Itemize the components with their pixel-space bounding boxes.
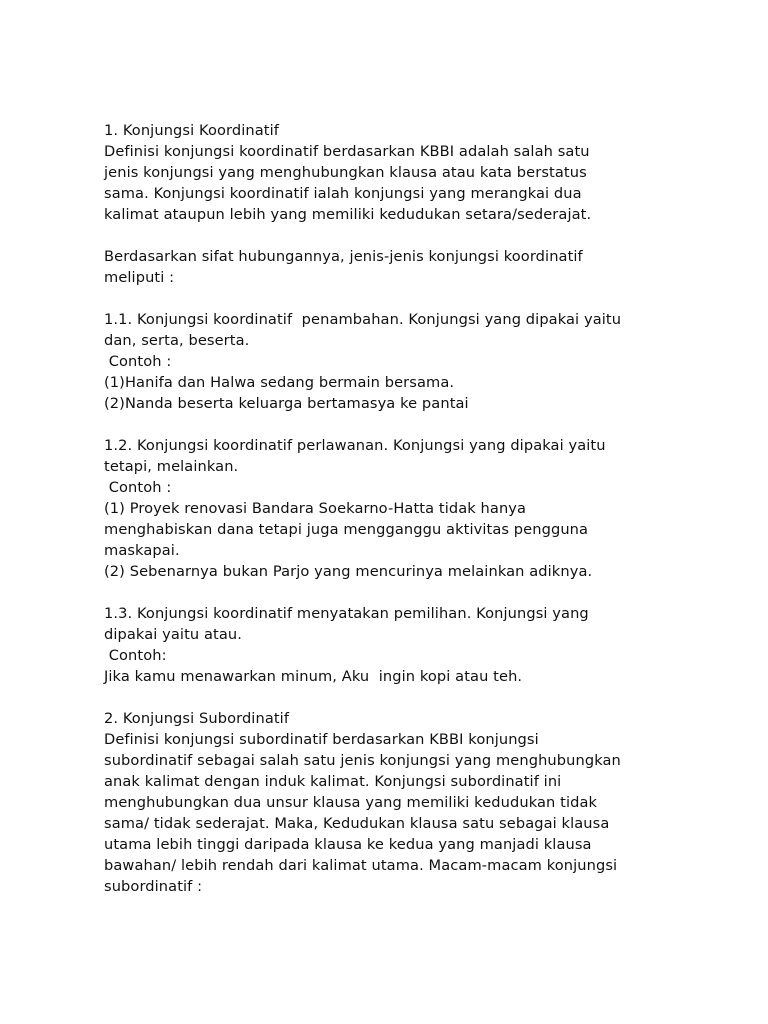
section-2-definition-line: utama lebih tinggi daripada klausa ke kedua yang manjadi klausa [104,836,592,853]
section-1-intro-line: meliputi : [104,269,175,286]
section-1-definition-line: kalimat ataupun lebih yang memiliki kedudukan setara/sederajat. [104,206,592,223]
paragraph-gap [104,414,684,435]
section-2-definition-line: bawahan/ lebih rendah dari kalimat utama. Macam-macam konjungsi [104,857,618,874]
subsection-1-2-line: (1) Proyek renovasi Bandara Soekarno-Hatta tidak hanya [104,500,527,517]
document-body [104,120,684,897]
paragraph-gap [104,582,684,603]
subsection-1-2-line: 1.2. Konjungsi koordinatif perlawanan. Konjungsi yang dipakai yaitu [104,437,606,454]
subsection-1-3-line: Jika kamu menawarkan minum, Aku ingin kopi atau teh. [104,668,523,685]
section-2-definition-line: subordinatif sebagai salah satu jenis konjungsi yang menghubungkan [104,752,621,769]
section-1-heading: 1. Konjungsi Koordinatif [104,122,279,139]
section-2-definition-line: anak kalimat dengan induk kalimat. Konjungsi subordinatif ini [104,773,562,790]
subsection-1-1-line: (1)Hanifa dan Halwa sedang bermain bersama. [104,374,455,391]
section-1-definition-line: sama. Konjungsi koordinatif ialah konjungsi yang merangkai dua [104,185,582,202]
section-2-definition-line: Definisi konjungsi subordinatif berdasarkan KBBI konjungsi [104,731,539,748]
paragraph-gap [104,288,684,309]
subsection-1-2-line: Contoh : [104,479,172,496]
subsection-1-2-line: tetapi, melainkan. [104,458,239,475]
section-1-definition-line: jenis konjungsi yang menghubungkan klausa atau kata berstatus [104,164,587,181]
subsection-1-1-line: dan, serta, beserta. [104,332,250,349]
section-2-definition-line: sama/ tidak sederajat. Maka, Kedudukan klausa satu sebagai klausa [104,815,610,832]
subsection-1-2-line: menghabiskan dana tetapi juga mengganggu aktivitas pengguna [104,521,589,538]
paragraph-gap [104,687,684,708]
subsection-1-3-line: Contoh: [104,647,167,664]
section-1-intro-line: Berdasarkan sifat hubungannya, jenis-jenis konjungsi koordinatif [104,248,583,265]
subsection-1-3-line: 1.3. Konjungsi koordinatif menyatakan pemilihan. Konjungsi yang [104,605,589,622]
section-2-definition-line: subordinatif : [104,878,203,895]
subsection-1-2-line: maskapai. [104,542,180,559]
subsection-1-2-line: (2) Sebenarnya bukan Parjo yang mencurinya melainkan adiknya. [104,563,593,580]
section-1-definition-line: Definisi konjungsi koordinatif berdasarkan KBBI adalah salah satu [104,143,590,160]
subsection-1-3-line: dipakai yaitu atau. [104,626,242,643]
subsection-1-1-line: 1.1. Konjungsi koordinatif penambahan. Konjungsi yang dipakai yaitu [104,311,622,328]
section-2-heading: 2. Konjungsi Subordinatif [104,710,290,727]
subsection-1-1-line: Contoh : [104,353,172,370]
section-2-definition-line: menghubungkan dua unsur klausa yang memiliki kedudukan tidak [104,794,598,811]
subsection-1-1-line: (2)Nanda beserta keluarga bertamasya ke pantai [104,395,469,412]
paragraph-gap [104,225,684,246]
